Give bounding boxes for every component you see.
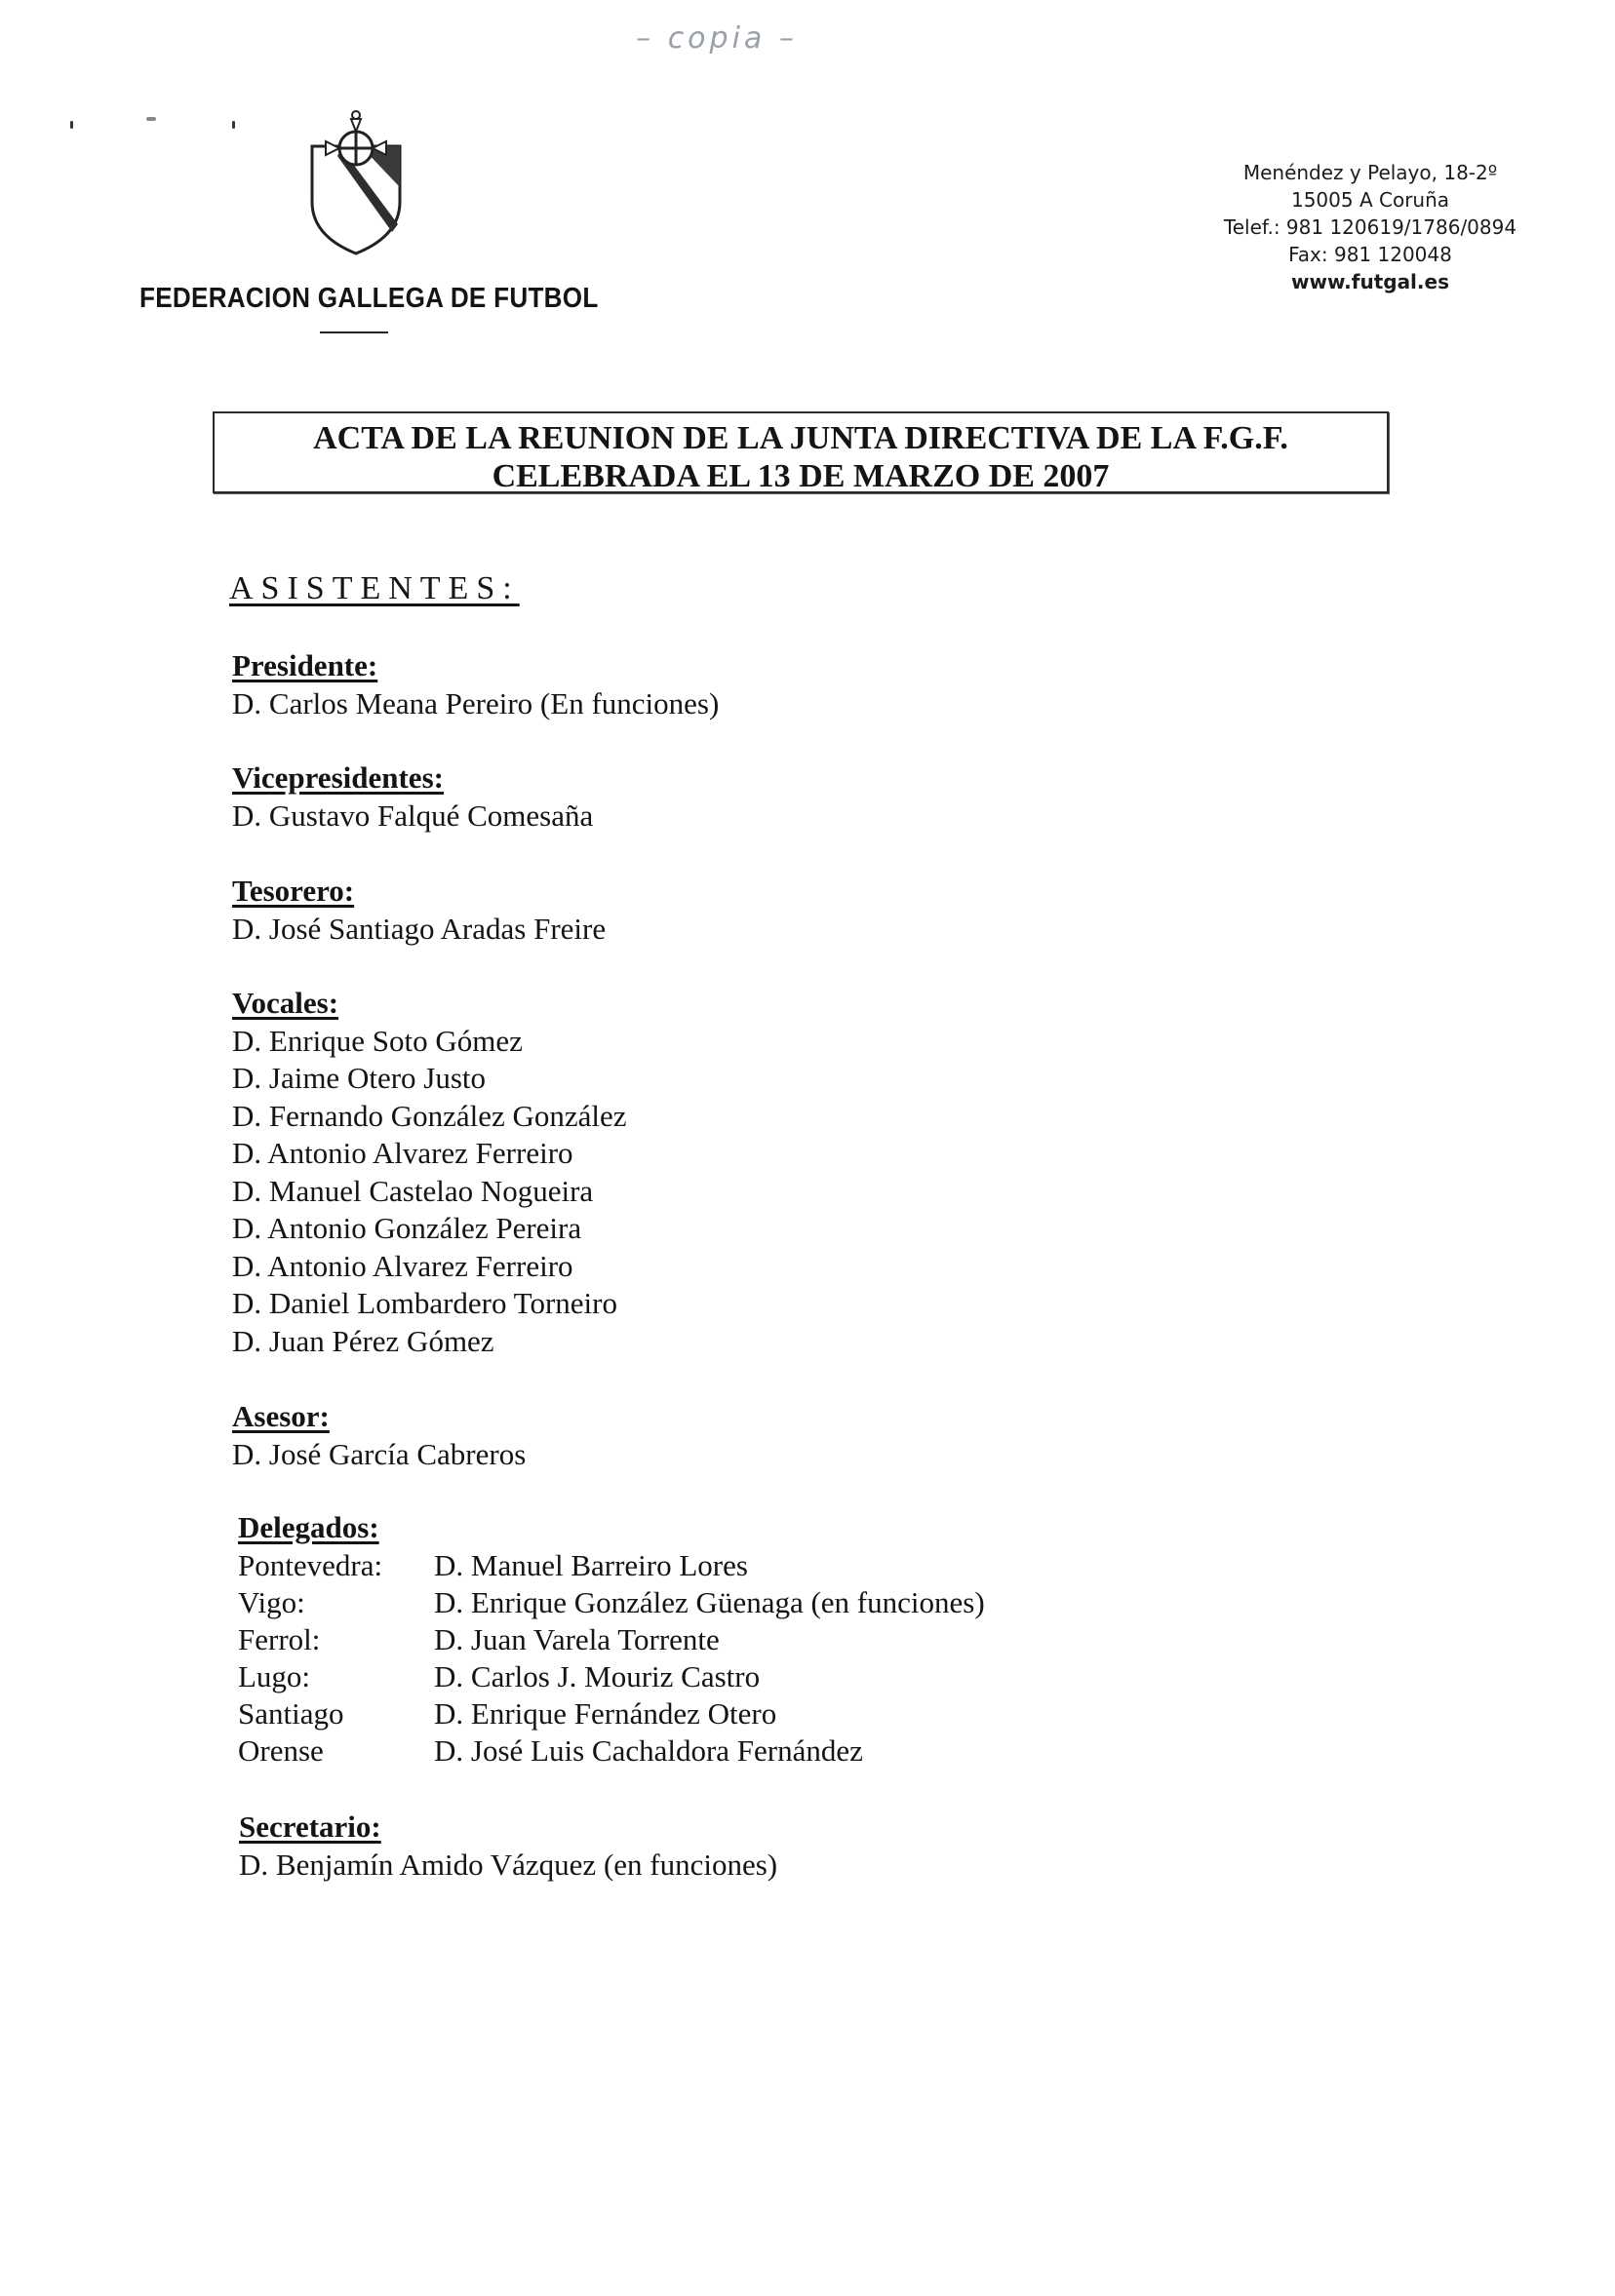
vicepresidentes-section [232, 759, 593, 835]
asesor-name: D. José García Cabreros [232, 1436, 527, 1471]
delegado-name: D. Manuel Barreiro Lores [434, 1547, 748, 1582]
delegado-row [232, 1584, 985, 1621]
delegado-city: Ferrol: [238, 1621, 321, 1656]
contact-address: Menéndez y Pelayo, 18-2º [1242, 161, 1498, 184]
contact-block [1170, 159, 1570, 295]
delegado-row [232, 1658, 761, 1695]
delegado-city: Orense [238, 1733, 324, 1769]
delegado-city: Pontevedra: [238, 1547, 383, 1582]
delegado-name: D. Enrique Fernández Otero [434, 1696, 777, 1732]
delegado-name: D. Carlos J. Mouriz Castro [434, 1659, 761, 1694]
secretario-section [239, 1809, 777, 1884]
delegado-city: Vigo: [238, 1584, 305, 1619]
document-title-box [213, 411, 1389, 493]
vocal-name: D. Antonio Alvarez Ferreiro [232, 1136, 573, 1170]
delegados-label: Delegados: [238, 1510, 379, 1544]
attendees-heading: ASISTENTES: [229, 570, 520, 606]
delegado-row [232, 1732, 863, 1770]
vicepresidente-name: D. Gustavo Falqué Comesaña [232, 798, 594, 833]
vocal-name: D. Daniel Lombardero Torneiro [232, 1286, 617, 1320]
scan-speck [70, 121, 73, 129]
contact-fax: Fax: 981 120048 [1288, 243, 1452, 266]
vicepresidentes-label: Vicepresidentes: [232, 760, 444, 795]
delegado-city: Lugo: [238, 1659, 311, 1694]
asesor-label: Asesor: [232, 1399, 330, 1433]
federation-crest-icon [302, 109, 410, 255]
delegados-section [232, 1509, 985, 1771]
delegado-row [232, 1695, 777, 1732]
vocal-name: D. Antonio Alvarez Ferreiro [232, 1248, 573, 1283]
vocal-name: D. Manuel Castelao Nogueira [232, 1173, 594, 1208]
presidente-label: Presidente: [232, 648, 378, 682]
delegado-name: D. José Luis Cachaldora Fernández [434, 1733, 863, 1769]
federation-name: FEDERACION GALLEGA DE FUTBOL [139, 283, 599, 314]
handwritten-copy-note: – copia – [636, 21, 798, 56]
vocal-name: D. Antonio González Pereira [232, 1211, 582, 1245]
vocal-name: D. Jaime Otero Justo [232, 1061, 487, 1095]
scan-speck [232, 121, 235, 129]
header-divider [320, 331, 388, 333]
vocales-section [232, 985, 627, 1360]
tesorero-label: Tesorero: [232, 874, 355, 908]
contact-phone: Telef.: 981 120619/1786/0894 [1223, 215, 1517, 239]
vocal-name: D. Enrique Soto Gómez [232, 1023, 523, 1058]
contact-website: www.futgal.es [1291, 270, 1449, 293]
tesorero-section [232, 873, 606, 948]
tesorero-name: D. José Santiago Aradas Freire [232, 911, 607, 946]
delegado-name: D. Juan Varela Torrente [434, 1621, 720, 1656]
contact-city: 15005 A Coruña [1290, 188, 1450, 212]
presidente-section [232, 647, 719, 722]
title-line-1: ACTA DE LA REUNION DE LA JUNTA DIRECTIVA DE LA F.G.F. [313, 420, 1288, 456]
delegado-row [232, 1547, 748, 1584]
vocales-label: Vocales: [232, 986, 339, 1020]
vocal-name: D. Juan Pérez Gómez [232, 1323, 494, 1358]
delegado-row [232, 1621, 720, 1658]
asesor-section [232, 1398, 526, 1473]
presidente-name: D. Carlos Meana Pereiro (En funciones) [232, 685, 720, 720]
secretario-label: Secretario: [239, 1810, 381, 1844]
delegado-name: D. Enrique González Güenaga (en funciones) [434, 1584, 985, 1619]
title-line-2: CELEBRADA EL 13 DE MARZO DE 2007 [492, 458, 1110, 494]
scan-speck [146, 117, 156, 121]
vocal-name: D. Fernando González González [232, 1098, 627, 1133]
delegado-city: Santiago [238, 1696, 344, 1732]
secretario-name: D. Benjamín Amido Vázquez (en funciones) [239, 1847, 778, 1882]
